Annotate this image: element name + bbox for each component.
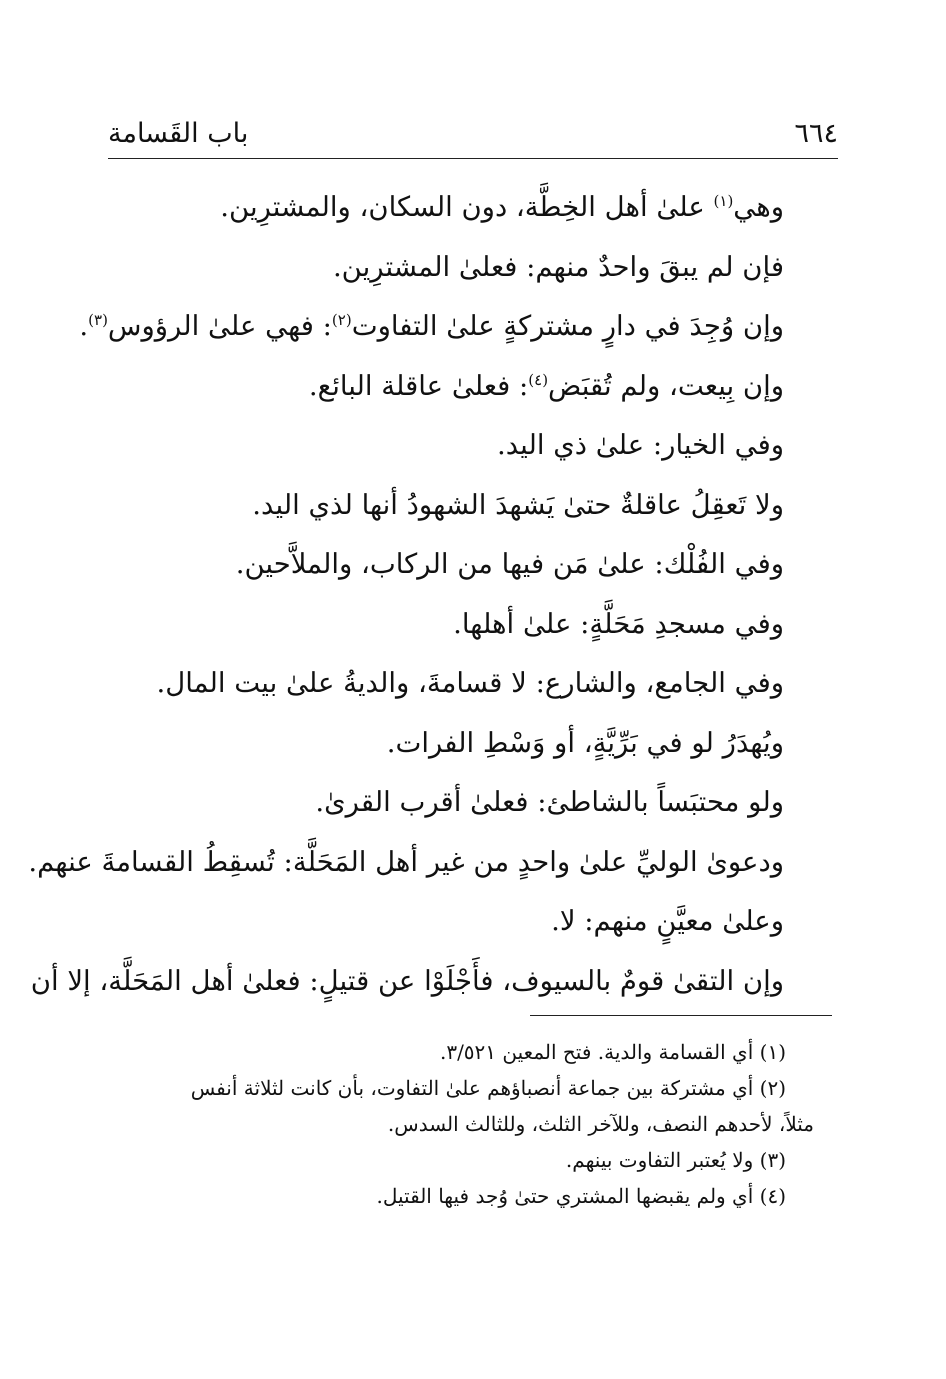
page-number: ٦٦٤ [794,118,838,149]
footnote-4: (٤) أي ولم يقبضها المشتري حتىٰ وُجد فيها القتيل. [376,1184,786,1208]
text-line-4: وإن بِيعت، ولم تُقبَض$^{(٤)}$: فعلىٰ عاقلة البائع. [308,369,784,402]
main-text [28,178,784,1011]
footnotes [106,1034,814,1214]
text-line-9: وفي الجامع، والشارع: لا قسامةَ، والديةُ علىٰ بيت المال. [156,667,784,699]
footnote-3: (٣) ولا يُعتبر التفاوت بينهم. [565,1148,786,1172]
text-line-3: وإن وُجِدَ في دارٍ مشتركةٍ علىٰ التفاوت$^{(٢)}$: فهي علىٰ الرؤوس$^{(٣)}$. [79,310,784,342]
text-line-1: وهي$^{(١)}$ علىٰ أهل الخِطَّة، دون السكان، والمشترِين. [220,191,784,223]
text-line-14: وإن التقىٰ قومٌ بالسيوف، فأَجْلَوْا عن قتيلٍ: فعلىٰ أهل المَحَلَّة، إلا أن [30,964,784,997]
footnote-ref-3: (٣) [88,310,108,329]
text-line-2: فإن لم يبقَ واحدٌ منهم: فعلىٰ المشترِين. [332,250,784,283]
text-line-8: وفي مسجدِ مَحَلَّةٍ: علىٰ أهلها. [453,607,784,640]
footnote-2: (٢) أي مشتركة بين جماعة أنصباؤهم علىٰ التفاوت، بأن كانت لثلاثة أنفس [190,1076,786,1100]
text-line-7: وفي الفُلْك: علىٰ مَن فيها من الركاب، والملاَّحين. [235,548,784,580]
text-line-5: وفي الخيار: علىٰ ذي اليد. [496,429,784,461]
page-header [108,112,838,159]
text-line-13: وعلىٰ معيَّنٍ منهم: لا. [551,905,784,937]
footnote-separator [530,1015,832,1016]
text-line-10: ويُهدَرُ لو في بَرِّيَّةٍ، أو وَسْطِ الفرات. [386,726,784,759]
footnote-ref-2: (٢) [331,310,352,329]
footnote-ref-4: (٤) [528,370,549,389]
text-line-11: ولو محتبَساً بالشاطئ: فعلىٰ أقرب القرىٰ. [315,786,784,818]
footnote-ref-1: (١) [713,191,734,210]
footnote-2-continued: مثلاً، لأحدهم النصف، وللآخر الثلث، وللثالث السدس. [387,1112,814,1136]
text-line-12: ودعوىٰ الوليِّ علىٰ واحدٍ من غير أهل المَحَلَّة: تُسقِطُ القسامةَ عنهم. [28,845,784,878]
running-title: باب القَسامة [108,118,249,149]
text-line-6: ولا تَعقِلُ عاقلةٌ حتىٰ يَشهدَ الشهودُ أنها لذي اليد. [252,488,784,521]
footnote-1: (١) أي القسامة والدية. فتح المعين ٣/٥٢١. [439,1040,786,1064]
